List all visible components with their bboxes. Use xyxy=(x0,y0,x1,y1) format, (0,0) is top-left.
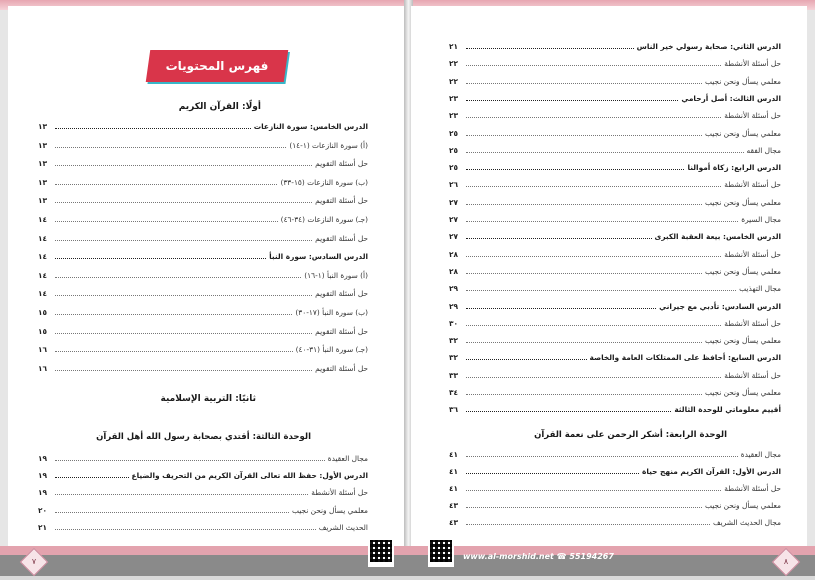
right-page-number-text: ٨ xyxy=(783,557,789,566)
toc-row-label: مجال العقيدة xyxy=(740,450,781,459)
toc-row-label: مجال الفقه xyxy=(746,145,781,155)
toc-row[interactable] xyxy=(449,336,781,345)
toc-row[interactable] xyxy=(38,289,368,298)
toc-row[interactable] xyxy=(449,518,781,527)
toc-row-label: معلمي يسأل ونحن نجيب xyxy=(704,336,781,346)
toc-leader-dots xyxy=(466,290,736,291)
toc-leader-dots xyxy=(466,342,702,343)
toc-row-label: حل أسئلة التقويم xyxy=(315,326,368,336)
toc-page-number: ٢٨ xyxy=(449,249,459,259)
toc-row-label: الدرس الأول: القرآن الكريم منهج حياة xyxy=(641,467,781,476)
section-islamic-heading: ثانيًا: التربية الإسلامية xyxy=(160,394,256,404)
toc-leader-dots xyxy=(466,456,738,457)
toc-page-number: ٣٤ xyxy=(449,388,459,397)
toc-leader-dots xyxy=(55,258,266,259)
toc-row-label: (جـ) سورة النازعات (٣٤-٤٦) xyxy=(280,215,368,224)
toc-row[interactable] xyxy=(449,198,781,207)
toc-row-label: (ب) سورة النبأ (١٧-٣٠) xyxy=(295,308,368,317)
toc-row-label: معلمي يسأل ونحن نجيب xyxy=(704,197,781,207)
toc-page-number: ٢٥ xyxy=(449,128,459,138)
toc-row[interactable] xyxy=(38,234,368,243)
toc-leader-dots xyxy=(466,524,710,525)
toc-row-label: الدرس الثاني: صحابة رسولي خير الناس xyxy=(636,42,781,51)
toc-page-number: ٢١ xyxy=(38,522,48,532)
toc-leader-dots xyxy=(55,165,312,166)
toc-row[interactable] xyxy=(449,302,781,311)
toc-row[interactable] xyxy=(449,250,781,259)
footer-url[interactable]: www.al-morshid.net xyxy=(463,552,554,561)
toc-row-label: حل أسئلة الأنشطة xyxy=(724,318,781,328)
toc-row[interactable] xyxy=(449,267,781,276)
toc-leader-dots xyxy=(466,238,652,239)
toc-leader-dots xyxy=(466,256,721,257)
left-qr-code-icon xyxy=(368,538,394,564)
toc-row[interactable] xyxy=(38,196,368,205)
toc-page-number: ٢٩ xyxy=(449,284,459,294)
toc-row[interactable] xyxy=(38,141,368,150)
toc-row[interactable] xyxy=(449,371,781,380)
toc-row-label: مجال الحديث الشريف xyxy=(712,518,781,527)
toc-page-number: ١٩ xyxy=(38,488,48,498)
toc-page-number: ٢٢ xyxy=(449,59,459,69)
toc-leader-dots xyxy=(466,325,721,326)
toc-page-number: ٤١ xyxy=(449,467,459,476)
toc-page-number: ٢٧ xyxy=(449,215,459,224)
toc-row-label: معلمي يسأل ونحن نجيب xyxy=(704,128,781,138)
right-qr-code-icon xyxy=(428,538,454,564)
toc-row-label: معلمي يسأل ونحن نجيب xyxy=(704,388,781,397)
toc-page-number: ١٤ xyxy=(38,289,48,299)
toc-leader-dots xyxy=(55,147,286,148)
toc-row-label: معلمي يسأل ونحن نجيب xyxy=(704,76,781,86)
toc-page-number: ٢٠ xyxy=(38,505,48,515)
toc-page-number: ١٦ xyxy=(38,363,48,373)
toc-row-label: حل أسئلة التقويم xyxy=(315,363,368,373)
toc-leader-dots xyxy=(55,529,316,530)
toc-leader-dots xyxy=(466,204,702,205)
toc-page-number: ١٤ xyxy=(38,233,48,243)
toc-title: فهرس المحتويات xyxy=(165,59,269,73)
toc-leader-dots xyxy=(55,221,278,222)
toc-row[interactable] xyxy=(449,284,781,293)
toc-leader-dots xyxy=(466,411,671,412)
toc-leader-dots xyxy=(55,512,289,513)
toc-row[interactable] xyxy=(449,42,781,51)
toc-page-number: ٢٦ xyxy=(449,180,459,190)
toc-row[interactable] xyxy=(38,159,368,168)
toc-page-number: ٤٣ xyxy=(449,518,459,527)
toc-row[interactable] xyxy=(449,484,781,493)
toc-row-label: حل أسئلة الأنشطة xyxy=(724,370,781,380)
toc-row-label: حل أسئلة التقويم xyxy=(315,159,368,169)
toc-page-number: ٣٦ xyxy=(449,405,459,415)
toc-leader-dots xyxy=(55,184,277,185)
toc-page-number: ٣٠ xyxy=(449,318,459,328)
toc-leader-dots xyxy=(466,152,744,153)
section-quran-heading: أولًا: القرآن الكريم xyxy=(178,102,261,112)
toc-page-number: ٣٣ xyxy=(449,370,459,380)
toc-leader-dots xyxy=(466,473,639,474)
toc-row[interactable] xyxy=(449,467,781,476)
toc-row[interactable] xyxy=(449,232,781,241)
toc-row-label: حل أسئلة الأنشطة xyxy=(724,249,781,259)
toc-row[interactable] xyxy=(38,327,368,336)
toc-page-number: ١٤ xyxy=(38,215,48,224)
toc-row-label: الدرس الثالث: أصل أرحامي xyxy=(681,93,781,103)
toc-row[interactable] xyxy=(449,405,781,414)
toc-row[interactable] xyxy=(38,308,368,317)
toc-row[interactable] xyxy=(449,388,781,397)
toc-row[interactable] xyxy=(449,111,781,120)
toc-leader-dots xyxy=(55,128,251,129)
toc-row-label: حل أسئلة الأنشطة xyxy=(724,484,781,493)
toc-row[interactable] xyxy=(449,94,781,103)
toc-row-label: حل أسئلة الأنشطة xyxy=(311,488,368,498)
toc-page-number: ١٩ xyxy=(38,471,48,481)
toc-row-label: حل أسئلة التقويم xyxy=(315,289,368,299)
toc-row-label: الدرس السابع: أحافظ على الممتلكات العامة والخاصة xyxy=(589,353,781,363)
toc-row[interactable] xyxy=(38,364,368,373)
toc-page-number: ١٤ xyxy=(38,252,48,262)
toc-leader-dots xyxy=(466,117,721,118)
toc-page-number: ٢٥ xyxy=(449,163,459,173)
toc-row[interactable] xyxy=(38,215,368,224)
toc-leader-dots xyxy=(55,240,312,241)
left-page xyxy=(8,6,406,554)
toc-page-number: ١٣ xyxy=(38,140,48,150)
toc-page-number: ٣٢ xyxy=(449,336,459,346)
toc-row[interactable] xyxy=(449,146,781,155)
toc-row[interactable] xyxy=(38,271,368,280)
toc-row[interactable] xyxy=(38,122,368,131)
toc-page-number: ٢٧ xyxy=(449,232,459,242)
toc-row-label: معلمي يسأل ونحن نجيب xyxy=(704,501,781,510)
toc-row[interactable] xyxy=(38,523,368,532)
footer-phone: 55194267 xyxy=(569,552,614,561)
toc-row-label: (أ) سورة النازعات (١-١٤) xyxy=(289,140,368,150)
toc-page-number: ٣٢ xyxy=(449,353,459,363)
toc-row[interactable] xyxy=(449,501,781,510)
toc-leader-dots xyxy=(55,295,312,296)
toc-leader-dots xyxy=(55,477,129,478)
toc-leader-dots xyxy=(466,135,702,136)
bottom-pink-strip xyxy=(0,546,815,555)
unit3-heading: الوحدة الثالثة: أقتدي بصحابة رسول الله أهل القرآن xyxy=(96,432,311,442)
toc-row-label: (أ) سورة النبأ (١-١٦) xyxy=(304,270,368,280)
toc-page-number: ٢٩ xyxy=(449,301,459,311)
toc-page-number: ٢٣ xyxy=(449,93,459,103)
unit4-heading: الوحدة الرابعة: أشكر الرحمن على نعمة القرآن xyxy=(534,430,727,440)
toc-page-number: ٢٣ xyxy=(449,111,459,121)
toc-page-number: ٢١ xyxy=(449,42,459,51)
toc-row[interactable] xyxy=(38,252,368,261)
toc-leader-dots xyxy=(55,460,325,461)
footer-url-line: www.al-morshid.net ☎ 55194267 xyxy=(463,552,614,561)
toc-row-label: الدرس السادس: سورة النبأ xyxy=(269,252,368,262)
toc-page-number: ١٣ xyxy=(38,196,48,206)
toc-page-number: ٢٢ xyxy=(449,76,459,86)
toc-row-label: (جـ) سورة النبأ (٣١-٤٠) xyxy=(295,345,368,355)
toc-leader-dots xyxy=(466,359,587,360)
toc-row[interactable] xyxy=(449,163,781,172)
toc-row-label: حل أسئلة الأنشطة xyxy=(724,59,781,69)
toc-leader-dots xyxy=(466,308,656,309)
toc-row[interactable] xyxy=(449,215,781,224)
toc-row[interactable] xyxy=(38,345,368,354)
toc-leader-dots xyxy=(466,48,634,49)
toc-row-label: الدرس السادس: تأدبي مع جيراني xyxy=(659,301,781,311)
toc-row[interactable] xyxy=(38,471,368,480)
toc-leader-dots xyxy=(55,494,308,495)
right-page xyxy=(411,6,807,554)
toc-leader-dots xyxy=(55,351,293,352)
toc-page-number: ٢٧ xyxy=(449,197,459,207)
toc-row-label: الدرس الرابع: زكاة أموالنا xyxy=(687,163,781,173)
toc-leader-dots xyxy=(466,394,702,395)
toc-row[interactable] xyxy=(38,178,368,187)
toc-page-number: ٢٥ xyxy=(449,145,459,155)
toc-leader-dots xyxy=(55,277,301,278)
toc-leader-dots xyxy=(466,377,721,378)
toc-row[interactable] xyxy=(449,59,781,68)
toc-row-label: حل أسئلة الأنشطة xyxy=(724,111,781,121)
toc-page-number: ١٣ xyxy=(38,159,48,169)
toc-leader-dots xyxy=(466,221,738,222)
toc-row-label: أقييم معلوماتي للوحدة الثالثة xyxy=(674,405,781,415)
toc-row[interactable] xyxy=(38,454,368,463)
toc-row[interactable] xyxy=(38,488,368,497)
toc-leader-dots xyxy=(466,83,702,84)
toc-row[interactable] xyxy=(449,129,781,138)
toc-leader-dots xyxy=(55,370,312,371)
toc-page-number: ٤١ xyxy=(449,450,459,459)
toc-leader-dots xyxy=(466,65,721,66)
toc-row-label: حل أسئلة الأنشطة xyxy=(724,180,781,190)
toc-row[interactable] xyxy=(38,506,368,515)
toc-leader-dots xyxy=(55,314,292,315)
toc-page-number: ١٣ xyxy=(38,177,48,187)
toc-row-label: معلمي يسأل ونحن نجيب xyxy=(704,266,781,276)
toc-page-number: ١٣ xyxy=(38,122,48,131)
toc-row[interactable] xyxy=(449,77,781,86)
left-page-number-text: ٧ xyxy=(31,557,37,566)
toc-row-label: الحديث الشريف xyxy=(318,522,368,532)
bottom-band xyxy=(0,546,815,576)
toc-leader-dots xyxy=(55,202,312,203)
toc-page-number: ١٦ xyxy=(38,345,48,355)
toc-leader-dots xyxy=(466,169,684,170)
toc-leader-dots xyxy=(466,273,702,274)
toc-leader-dots xyxy=(466,186,721,187)
toc-page-number: ٤٣ xyxy=(449,501,459,510)
toc-row[interactable] xyxy=(449,353,781,362)
toc-page-number: ١٥ xyxy=(38,326,48,336)
toc-row[interactable] xyxy=(449,180,781,189)
toc-row[interactable] xyxy=(449,450,781,459)
toc-row-label: الدرس الخامس: سورة النازعات xyxy=(253,122,368,131)
toc-title-banner xyxy=(148,50,286,82)
toc-page-number: ١٩ xyxy=(38,454,48,463)
toc-leader-dots xyxy=(466,100,678,101)
toc-page-number: ٢٨ xyxy=(449,266,459,276)
toc-row[interactable] xyxy=(449,319,781,328)
toc-page-number: ١٤ xyxy=(38,270,48,280)
toc-leader-dots xyxy=(466,507,702,508)
toc-row-label: حل أسئلة التقويم xyxy=(315,233,368,243)
toc-page-number: ٤١ xyxy=(449,484,459,493)
toc-row-label: معلمي يسأل ونحن نجيب xyxy=(291,505,368,515)
toc-row-label: مجال العقيدة xyxy=(327,454,368,463)
toc-row-label: حل أسئلة التقويم xyxy=(315,196,368,206)
toc-leader-dots xyxy=(466,490,721,491)
toc-row-label: الدرس الخامس: بيعة العقبة الكبرى xyxy=(654,232,781,242)
toc-row-label: مجال السيرة xyxy=(741,215,781,224)
toc-row-label: الدرس الأول: حفظ الله تعالى القرآن الكريم من التحريف والضياع xyxy=(131,471,368,481)
toc-row-label: مجال التهذيب xyxy=(739,284,781,294)
toc-page-number: ١٥ xyxy=(38,308,48,317)
toc-row-label: (ب) سورة النازعات (١٥-٣٣) xyxy=(280,177,368,187)
toc-leader-dots xyxy=(55,333,312,334)
